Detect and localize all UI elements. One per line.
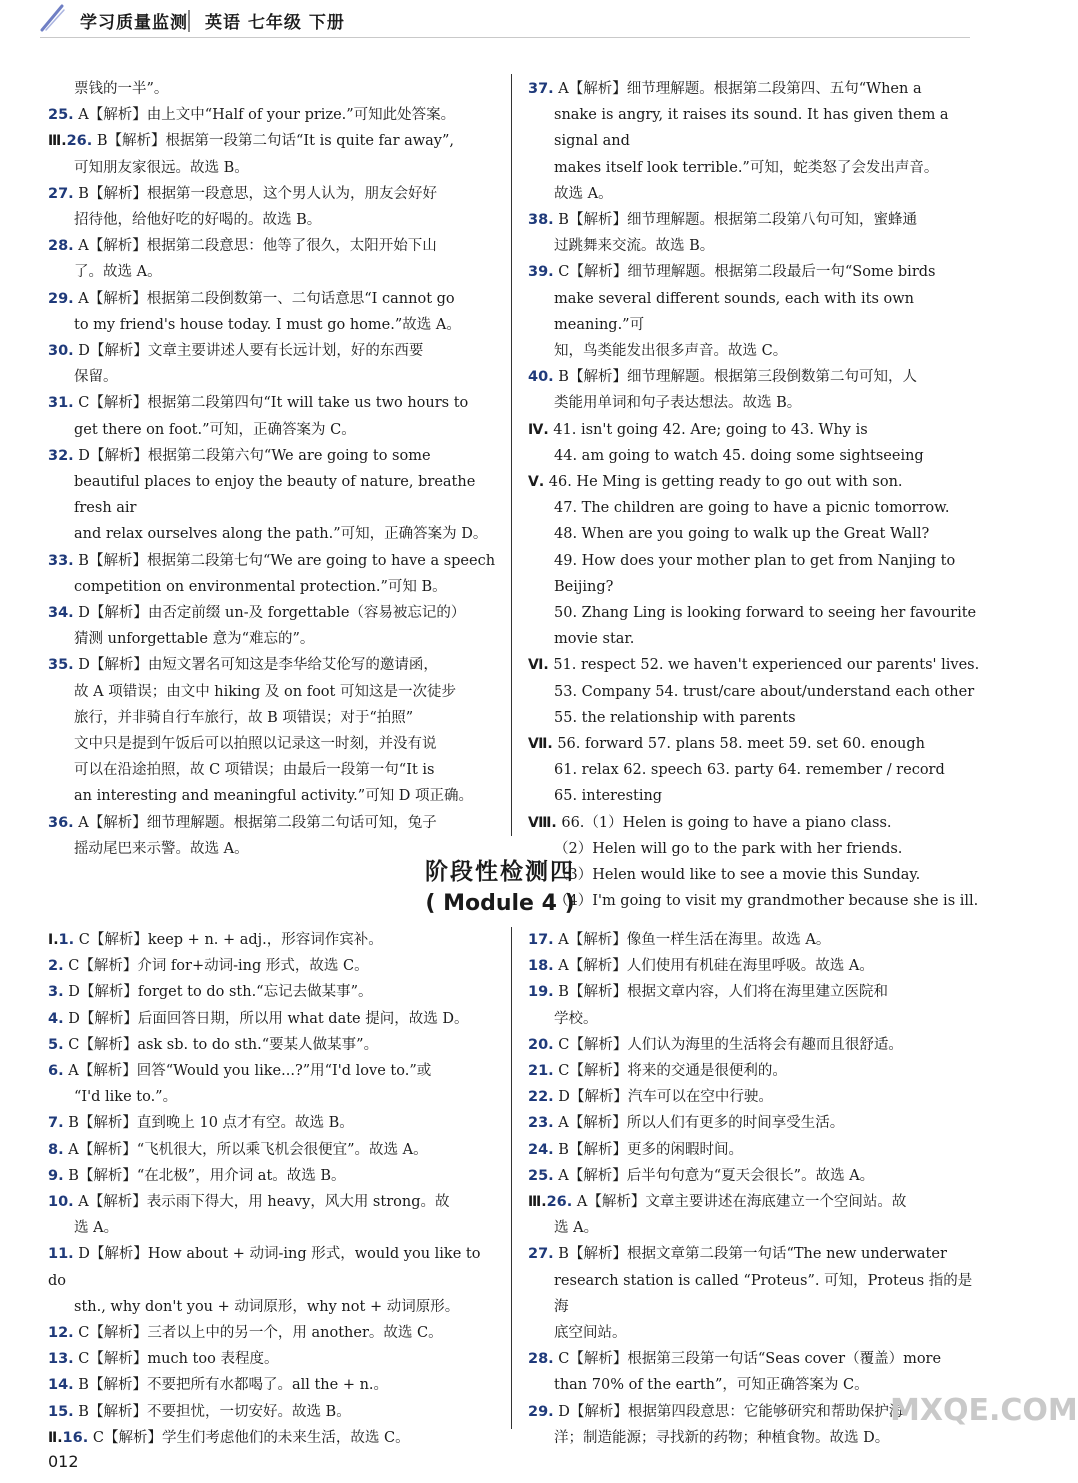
question-number: 28.: [48, 238, 74, 255]
answer-text: A【解析】人们使用有机硅在海里呼吸。故选 A。: [553, 958, 874, 975]
answer-line: [528, 259, 983, 285]
answer-line: [528, 757, 983, 783]
answer-line: [48, 953, 496, 979]
roman-numeral: Ⅵ.: [528, 657, 549, 674]
answer-line: [48, 626, 496, 652]
answer-text: an interesting and meaningful activity.”可知 D 项正确。: [74, 788, 474, 805]
answer-line: [528, 181, 983, 207]
question-number: 18.: [528, 958, 554, 975]
header-rule: [40, 37, 970, 38]
answer-line: [48, 548, 496, 574]
answer-text: 53. Company 54. trust/care about/understand each other: [554, 683, 975, 700]
answer-line: [48, 338, 496, 364]
answer-text: B【解析】根据第二段第七句“We are going to have a speech: [73, 552, 496, 569]
answers-bottom-left: [48, 927, 496, 1451]
answer-text: C【解析】学生们考虑他们的未来生活，故选 C。: [88, 1429, 410, 1446]
answer-line: [48, 783, 496, 809]
answer-text: make several different sounds, each with its own meaning.”可: [554, 290, 914, 333]
answer-line: [528, 207, 983, 233]
answer-line: [528, 1032, 983, 1058]
answer-text: to my friend's house today. I must go home.”故选 A。: [74, 316, 461, 333]
question-number: 25.: [528, 1167, 554, 1184]
answer-text: B【解析】根据文章内容，人们将在海里建立医院和: [553, 984, 888, 1001]
answer-text: 故 A 项错误；由文中 hiking 及 on foot 可知这是一次徒步: [74, 683, 456, 700]
answer-text: D【解析】根据第四段意思：它能够研究和帮助保护海: [553, 1403, 904, 1420]
roman-numeral: Ⅲ.: [528, 1194, 547, 1211]
answer-line: [528, 783, 983, 809]
answer-line: [48, 1241, 496, 1293]
answer-line: [528, 1346, 983, 1372]
answer-line: [48, 155, 496, 181]
question-number: 24.: [528, 1141, 554, 1158]
answer-text: D【解析】汽车可以在空中行驶。: [553, 1089, 773, 1106]
answer-text: 65. interesting: [554, 788, 663, 805]
answer-text: C【解析】根据第二段第四句“It will take us two hours to: [73, 395, 469, 412]
answer-line: [48, 390, 496, 416]
answer-text: D【解析】由否定前缀 un-及 forgettable（容易被忘记的）: [73, 605, 466, 622]
answer-line: [48, 1320, 496, 1346]
answer-line: [48, 979, 496, 1005]
question-number: 6.: [48, 1063, 64, 1080]
answer-text: B【解析】根据第一段意思，这个男人认为，朋友会好好: [73, 185, 437, 202]
answer-line: [48, 181, 496, 207]
answer-line: [48, 102, 496, 128]
answer-text: B【解析】直到晚上 10 点才有空。故选 B。: [63, 1115, 354, 1132]
answer-text: C【解析】介词 for+动词-ing 形式，故选 C。: [63, 958, 369, 975]
answer-line: [48, 286, 496, 312]
answer-text: 底空间站。: [554, 1325, 627, 1342]
answer-text: D【解析】由短文署名可知这是李华给艾伦写的邀请函，: [73, 657, 438, 674]
answer-text: A【解析】后半句句意为“夏天会很长”。故选 A。: [553, 1167, 875, 1184]
question-number: 4.: [48, 1010, 64, 1027]
roman-numeral: Ⅷ.: [528, 814, 557, 831]
answer-text: 故选 A。: [554, 185, 613, 202]
answer-line: [528, 102, 983, 154]
roman-numeral: Ⅴ.: [528, 474, 545, 491]
answer-line: [528, 600, 983, 652]
question-number: 16.: [62, 1429, 89, 1446]
answer-line: [48, 128, 496, 154]
question-number: 17.: [528, 932, 554, 948]
answer-line: [528, 731, 983, 757]
question-number: 40.: [528, 369, 554, 386]
answer-text: B【解析】根据第一段第二句话“It is quite far away”,: [92, 133, 455, 150]
answer-line: [528, 705, 983, 731]
answer-line: [528, 495, 983, 521]
answer-text: D【解析】后面回答日期，所以用 what date 提问，故选 D。: [63, 1010, 469, 1027]
answer-line: [528, 548, 983, 600]
answer-line: [48, 1189, 496, 1215]
section-title: 阶段性检测四: [425, 859, 575, 885]
question-number: 27.: [48, 185, 74, 202]
question-number: 1.: [58, 932, 75, 948]
answer-line: [528, 1110, 983, 1136]
question-number: 19.: [528, 984, 554, 1001]
roman-numeral: Ⅱ.: [48, 1429, 63, 1446]
page-header: [0, 0, 1000, 40]
question-number: 7.: [48, 1115, 64, 1132]
question-number: 9.: [48, 1167, 64, 1184]
answer-text: 56. forward 57. plans 58. meet 59. set 60. enough: [552, 736, 925, 753]
answer-line: [528, 469, 983, 495]
answer-text: C【解析】人们认为海里的生活将会有趣而且很舒适。: [553, 1036, 903, 1053]
answer-line: [528, 233, 983, 259]
question-number: 23.: [528, 1115, 554, 1132]
question-number: 11.: [48, 1246, 74, 1263]
answer-text: 51. respect 52. we haven't experienced our parents' lives.: [548, 657, 980, 674]
answer-text: 过跳舞来交流。故选 B。: [554, 238, 715, 255]
answer-text: C【解析】keep + n. + adj.，形容词作宾补。: [74, 932, 383, 948]
answer-line: [48, 1294, 496, 1320]
answer-line: [528, 1006, 983, 1032]
answer-text: research station is called “Proteus”. 可知，Proteus 指的是海: [554, 1272, 973, 1315]
answer-text: beautiful places to enjoy the beauty of nature, breathe fresh air: [74, 474, 476, 517]
answer-text: 46. He Ming is getting ready to go out with son.: [544, 474, 903, 491]
question-number: 3.: [48, 984, 64, 1001]
answer-text: C【解析】much too 表程度。: [73, 1351, 279, 1368]
answer-line: [48, 757, 496, 783]
answer-text: （2）Helen will go to the park with her friends.: [554, 840, 903, 857]
book-subtitle: 英语 七年级 下册: [205, 13, 345, 33]
answer-text: D【解析】forget to do sth.“忘记去做某事”。: [63, 984, 373, 1001]
answer-text: 61. relax 62. speech 63. party 64. remember / record: [554, 762, 945, 779]
answer-line: [48, 443, 496, 469]
answer-line: [528, 679, 983, 705]
answer-text: 票钱的一半”。: [74, 81, 169, 97]
question-number: 15.: [48, 1403, 74, 1420]
answer-line: [48, 521, 496, 547]
answer-text: 猜测 unforgettable 意为“难忘的”。: [74, 631, 315, 648]
question-number: 5.: [48, 1036, 64, 1053]
roman-numeral: Ⅲ.: [48, 133, 67, 150]
answers-top-left: [48, 76, 496, 862]
answer-text: A【解析】细节理解题。根据第二段第四、五句“When a: [553, 81, 922, 97]
answer-text: sth., why don't you + 动词原形，why not + 动词原形。: [74, 1298, 460, 1315]
answer-line: [48, 417, 496, 443]
column-divider: [511, 74, 512, 836]
answer-text: snake is angry, it raises its sound. It has given them a signal and: [554, 107, 949, 150]
answer-line: [48, 469, 496, 521]
roman-numeral: Ⅳ.: [528, 421, 549, 438]
answer-line: [48, 574, 496, 600]
book-title: 学习质量监测: [80, 13, 188, 33]
answer-line: [48, 705, 496, 731]
answer-line: [528, 1215, 983, 1241]
question-number: 14.: [48, 1377, 74, 1394]
answer-line: [528, 1084, 983, 1110]
answer-text: 招待他，给他好吃的好喝的。故选 B。: [74, 212, 322, 229]
answer-line: [528, 390, 983, 416]
answer-line: [48, 600, 496, 626]
question-number: 22.: [528, 1089, 554, 1106]
answer-text: （4）I'm going to visit my grandmother because she is ill.: [554, 893, 979, 910]
answer-text: D【解析】文章主要讲述人要有长远计划，好的东西要: [73, 343, 424, 360]
answer-text: 类能用单词和句子表达想法。故选 B。: [554, 395, 802, 412]
answer-line: [48, 1346, 496, 1372]
answer-line: [528, 76, 983, 102]
answer-line: [48, 1006, 496, 1032]
question-number: 38.: [528, 212, 554, 229]
answer-text: A【解析】文章主要讲述在海底建立一个空间站。故: [572, 1194, 907, 1211]
pen-icon: [38, 4, 66, 32]
answer-line: [528, 1058, 983, 1084]
answer-line: [48, 1372, 496, 1398]
answer-text: 洋；制造能源；寻找新的药物；种植食物。故选 D。: [554, 1429, 890, 1446]
answers-top-right: [528, 76, 983, 915]
question-number: 29.: [528, 1403, 554, 1420]
answer-text: B【解析】更多的闲暇时间。: [553, 1141, 743, 1158]
answer-text: and relax ourselves along the path.”可知，正确答案为 D。: [74, 526, 488, 543]
answer-line: [48, 652, 496, 678]
answer-text: C【解析】细节理解题。根据第二段最后一句“Some birds: [553, 264, 936, 281]
answer-text: A【解析】所以人们有更多的时间享受生活。: [553, 1115, 845, 1132]
question-number: 21.: [528, 1063, 554, 1080]
answer-text: 66.（1）Helen is going to have a piano class.: [556, 814, 892, 831]
answer-text: B【解析】根据文章第二段第一句话“The new underwater: [553, 1246, 947, 1263]
question-number: 10.: [48, 1194, 74, 1211]
answer-text: 了。故选 A。: [74, 264, 162, 281]
answer-line: [528, 1137, 983, 1163]
answer-text: A【解析】根据第二段倒数第一、二句话意思“I cannot go: [73, 290, 455, 307]
answer-line: [528, 155, 983, 181]
answer-line: [528, 1241, 983, 1267]
roman-numeral: Ⅶ.: [528, 736, 553, 753]
answer-text: 48. When are you going to walk up the Great Wall?: [554, 526, 930, 543]
question-number: 31.: [48, 395, 74, 412]
roman-numeral: Ⅰ.: [48, 932, 59, 948]
answer-text: 44. am going to watch 45. doing some sightseeing: [554, 447, 924, 464]
answer-text: B【解析】细节理解题。根据第三段倒数第二句可知，人: [553, 369, 917, 386]
question-number: 33.: [48, 552, 74, 569]
answer-text: D【解析】根据第二段第六句“We are going to some: [73, 447, 431, 464]
section-subtitle: ( Module 4 ): [425, 891, 575, 916]
answer-line: [48, 1084, 496, 1110]
answer-text: C【解析】根据第三段第一句话“Seas cover（覆盖）more: [553, 1351, 942, 1368]
answer-text: B【解析】“在北极”，用介词 at。故选 B。: [63, 1167, 346, 1184]
answer-text: A【解析】表示雨下得大，用 heavy，风大用 strong。故: [73, 1194, 450, 1211]
answer-line: [528, 1163, 983, 1189]
answer-text: 学校。: [554, 1010, 598, 1027]
answer-text: B【解析】不要担忧，一切安好。故选 B。: [73, 1403, 351, 1420]
watermark: MXQE.COM: [890, 1393, 1078, 1428]
answer-text: 选 A。: [554, 1220, 599, 1237]
answer-text: makes itself look terrible.”可知，蛇类怒了会发出声音。: [554, 159, 939, 176]
answer-text: A【解析】根据第二段意思：他等了很久，太阳开始下山: [73, 238, 437, 255]
answer-line: [48, 259, 496, 285]
question-number: 27.: [528, 1246, 554, 1263]
answer-line: [48, 1425, 496, 1451]
answer-text: 知，鸟类能发出很多声音。故选 C。: [554, 343, 788, 360]
answer-line: [528, 443, 983, 469]
answer-text: （3）Helen would like to see a movie this Sunday.: [554, 867, 921, 884]
answer-text: A【解析】像鱼一样生活在海里。故选 A。: [553, 932, 831, 948]
answer-text: 50. Zhang Ling is looking forward to seeing her favourite movie star.: [554, 605, 977, 648]
answer-line: [528, 364, 983, 390]
question-number: 30.: [48, 343, 74, 360]
answer-line: [48, 1137, 496, 1163]
page-number: 012: [48, 1452, 79, 1471]
question-number: 37.: [528, 81, 554, 97]
answer-text: 摇动尾巴来示警。故选 A。: [74, 840, 249, 857]
answer-line: [528, 979, 983, 1005]
answer-line: [48, 233, 496, 259]
answer-line: [48, 1110, 496, 1136]
answer-line: [528, 417, 983, 443]
answer-line: [528, 652, 983, 678]
answer-line: [48, 1399, 496, 1425]
answer-text: C【解析】ask sb. to do sth.“要某人做某事”。: [63, 1036, 379, 1053]
answer-line: [48, 1215, 496, 1241]
answer-text: B【解析】不要把所有水都喝了。all the + n.。: [73, 1377, 389, 1394]
question-number: 8.: [48, 1141, 64, 1158]
answer-line: [48, 679, 496, 705]
answer-line: [528, 338, 983, 364]
answer-line: [528, 1268, 983, 1320]
question-number: 20.: [528, 1036, 554, 1053]
answer-line: [48, 364, 496, 390]
answer-text: D【解析】How about + 动词-ing 形式，would you like to do: [48, 1246, 481, 1289]
answer-line: [528, 1189, 983, 1215]
answer-line: [48, 927, 496, 953]
answer-line: [48, 731, 496, 757]
question-number: 26.: [66, 133, 93, 150]
answer-text: A【解析】细节理解题。根据第二段第二句话可知，兔子: [73, 814, 437, 831]
question-number: 26.: [546, 1194, 573, 1211]
answer-text: get there on foot.”可知，正确答案为 C。: [74, 421, 356, 438]
answer-text: 选 A。: [74, 1220, 119, 1237]
answer-text: 47. The children are going to have a picnic tomorrow.: [554, 500, 950, 517]
answer-text: 旅行，并非骑自行车旅行，故 B 项错误；对于“拍照”: [74, 709, 414, 726]
answer-text: A【解析】回答“Would you like...?”用“I'd love to.”或: [63, 1063, 432, 1080]
question-number: 32.: [48, 447, 74, 464]
answer-line: [48, 1032, 496, 1058]
answer-line: [48, 76, 496, 102]
answer-line: [48, 1163, 496, 1189]
question-number: 39.: [528, 264, 554, 281]
answers-bottom-right: [528, 927, 983, 1451]
question-number: 34.: [48, 605, 74, 622]
answer-text: C【解析】三者以上中的另一个，用 another。故选 C。: [73, 1325, 443, 1342]
question-number: 12.: [48, 1325, 74, 1342]
question-number: 28.: [528, 1351, 554, 1368]
answer-text: 保留。: [74, 369, 118, 386]
answer-text: C【解析】将来的交通是很便利的。: [553, 1063, 787, 1080]
answer-text: B【解析】细节理解题。根据第二段第八句可知，蜜蜂通: [553, 212, 917, 229]
answer-text: “I'd like to.”。: [74, 1089, 178, 1106]
question-number: 36.: [48, 814, 74, 831]
answer-text: than 70% of the earth”，可知正确答案为 C。: [554, 1377, 869, 1394]
question-number: 2.: [48, 958, 64, 975]
answer-text: competition on environmental protection.”可知 B。: [74, 578, 447, 595]
answer-line: [528, 953, 983, 979]
question-number: 35.: [48, 657, 74, 674]
answer-text: 49. How does your mother plan to get from Nanjing to Beijing?: [554, 552, 956, 595]
answer-line: [528, 1320, 983, 1346]
question-number: 13.: [48, 1351, 74, 1368]
answer-line: [528, 1425, 983, 1451]
question-number: 29.: [48, 290, 74, 307]
answer-text: 41. isn't going 42. Are; going to 43. Why is: [548, 421, 868, 438]
answer-text: 可知朋友家很远。故选 B。: [74, 159, 249, 176]
header-separator: [188, 10, 190, 32]
answer-line: [48, 810, 496, 836]
answer-line: [528, 286, 983, 338]
answer-text: 可以在沿途拍照，故 C 项错误；由最后一段第一句“It is: [74, 762, 435, 779]
question-number: 25.: [48, 107, 74, 124]
answer-line: [528, 810, 983, 836]
answer-text: A【解析】“飞机很大，所以乘飞机会很便宜”。故选 A。: [63, 1141, 428, 1158]
answer-text: 文中只是提到午饭后可以拍照以记录这一时刻，并没有说: [74, 736, 437, 753]
answer-line: [528, 521, 983, 547]
answer-line: [528, 927, 983, 953]
answer-text: 55. the relationship with parents: [554, 709, 796, 726]
column-divider: [511, 927, 512, 1429]
answer-line: [48, 207, 496, 233]
answer-line: [48, 312, 496, 338]
answer-line: [48, 1058, 496, 1084]
answer-text: A【解析】由上文中“Half of your prize.”可知此处答案。: [73, 107, 456, 124]
